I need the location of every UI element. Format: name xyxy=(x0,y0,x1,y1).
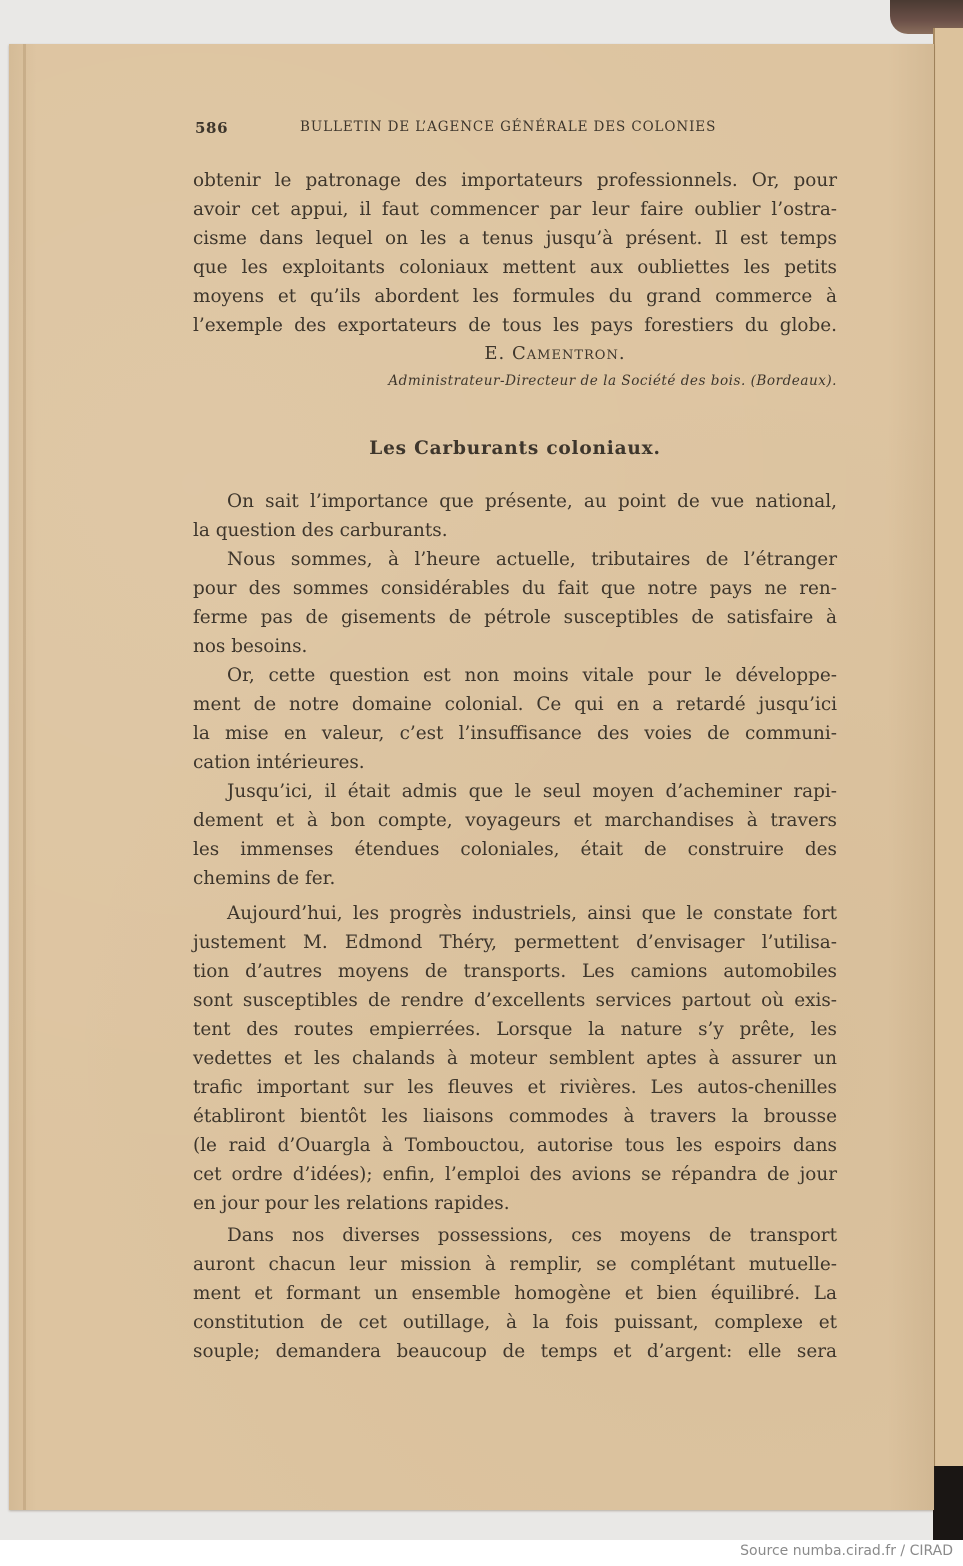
text-line: On sait l’importance que présente, au point de vue national, xyxy=(227,491,837,512)
text-line: Jusqu’ici, il était admis que le seul moyen d’acheminer rapi- xyxy=(227,781,837,802)
text-line: trafic important sur les fleuves et rivières. Les autos-chenilles xyxy=(193,1077,837,1098)
text-line: tent des routes empierrées. Lorsque la nature s’y prête, les xyxy=(193,1019,837,1040)
author-name: Camentron. xyxy=(512,343,626,364)
text-line: les immenses étendues coloniales, était de construire des xyxy=(193,839,837,860)
text-line: Dans nos diverses possessions, ces moyens de transport xyxy=(227,1225,837,1246)
text-line: constitution de cet outillage, à la fois puissant, complexe et xyxy=(193,1312,837,1333)
author-initial: E. xyxy=(484,343,506,364)
text-line: pour des sommes considérables du fait que notre pays ne ren- xyxy=(193,578,837,599)
text-line: (le raid d’Ouargla à Tombouctou, autorise tous les espoirs dans xyxy=(193,1135,837,1156)
journal-title: BULLETIN DE L’AGENCE GÉNÉRALE DES COLONIES xyxy=(300,119,717,135)
text-line: l’exemple des exportateurs de tous les pays forestiers du globe. xyxy=(193,315,837,336)
running-head xyxy=(195,119,835,141)
adjacent-page-edge xyxy=(933,28,963,1516)
text-line: justement M. Edmond Théry, permettent d’envisager l’utilisa- xyxy=(193,932,837,953)
text-line: établiront bientôt les liaisons commodes à travers la brousse xyxy=(193,1106,837,1127)
paragraph xyxy=(193,487,837,545)
paragraph xyxy=(193,545,837,661)
text-line: dement et à bon compte, voyageurs et marchandises à travers xyxy=(193,810,837,831)
text-line: chemins de fer. xyxy=(193,868,336,889)
text-line: sont susceptibles de rendre d’excellents services partout où exis- xyxy=(193,990,837,1011)
text-line: cet ordre d’idées); enfin, l’emploi des avions se répandra de jour xyxy=(193,1164,837,1185)
article-title: Les Carburants coloniaux. xyxy=(369,438,661,459)
text-line: vedettes et les chalands à moteur semblent aptes à assurer un xyxy=(193,1048,837,1069)
author-signature xyxy=(193,343,837,364)
text-line: tion d’autres moyens de transports. Les camions automobiles xyxy=(193,961,837,982)
page-stack-edge xyxy=(23,44,26,1510)
page-number: 586 xyxy=(195,119,229,137)
text-line: ment de notre domaine colonial. Ce qui en a retardé jusqu’ici xyxy=(193,694,837,715)
author-affiliation: Administrateur-Directeur de la Société des bois. (Bordeaux). xyxy=(388,373,837,389)
text-line: Or, cette question est non moins vitale pour le développe- xyxy=(227,665,837,686)
text-line: cation intérieures. xyxy=(193,752,365,773)
previous-article-ending xyxy=(193,166,837,340)
text-line: moyens et qu’ils abordent les formules du grand commerce à xyxy=(193,286,837,307)
text-line: auront chacun leur mission à remplir, se complétant mutuelle- xyxy=(193,1254,837,1275)
book-binding-bottom xyxy=(933,1466,963,1540)
text-line: obtenir le patronage des importateurs professionnels. Or, pour xyxy=(193,170,837,191)
text-line: Nous sommes, à l’heure actuelle, tributaires de l’étranger xyxy=(227,549,837,570)
text-line: ment et formant un ensemble homogène et bien équilibré. La xyxy=(193,1283,837,1304)
text-line: cisme dans lequel on les a tenus jusqu’à présent. Il est temps xyxy=(193,228,837,249)
text-line: ferme pas de gisements de pétrole susceptibles de satisfaire à xyxy=(193,607,837,628)
paragraph xyxy=(193,899,837,1218)
text-line: Aujourd’hui, les progrès industriels, ainsi que le constate fort xyxy=(227,903,837,924)
paragraph xyxy=(193,1221,837,1366)
text-line: la question des carburants. xyxy=(193,520,448,541)
text-line: nos besoins. xyxy=(193,636,308,657)
text-line: souple; demandera beaucoup de temps et d’argent: elle sera xyxy=(193,1341,837,1362)
source-credit: Source numba.cirad.fr / CIRAD xyxy=(740,1543,953,1559)
paragraph xyxy=(193,777,837,893)
text-line: en jour pour les relations rapides. xyxy=(193,1193,510,1214)
text-line: la mise en valeur, c’est l’insuffisance des voies de communi- xyxy=(193,723,837,744)
paragraph xyxy=(193,661,837,777)
text-line: avoir cet appui, il faut commencer par leur faire oublier l’ostra- xyxy=(193,199,837,220)
text-line: que les exploitants coloniaux mettent aux oubliettes les petits xyxy=(193,257,837,278)
